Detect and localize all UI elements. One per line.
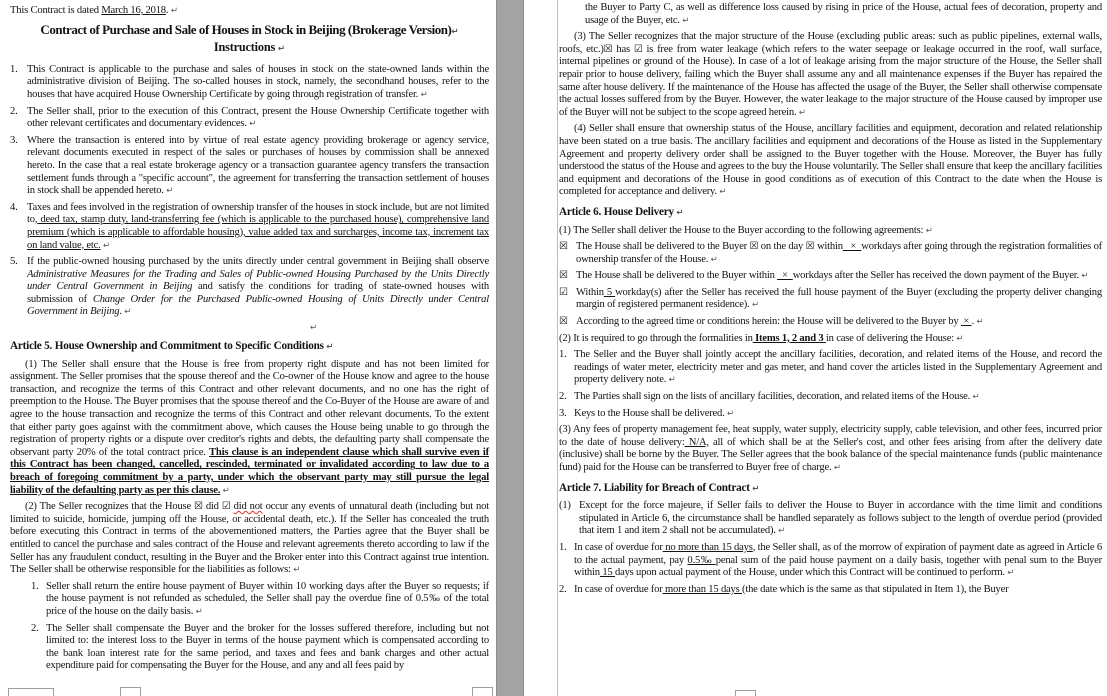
paragraph bbox=[559, 225, 1102, 238]
text-run: Article 5. House Ownership and Commitment to Specific Conditions bbox=[10, 340, 327, 353]
list-number: 4. bbox=[10, 201, 18, 213]
paragraph bbox=[559, 31, 1102, 119]
paragraph-text bbox=[559, 424, 1102, 474]
text-run: (2) It is required to go through the formalities in bbox=[559, 332, 753, 344]
text-run: The Seller and the Buyer shall jointly accept the ancillary facilities, decoration, and related items of the House, and record the readings of water meter, electricity meter and gas meter, and hand cover the articles listed in the Supplementary Agreement and property delivery note. bbox=[574, 349, 1102, 386]
paragraph-text bbox=[27, 106, 489, 131]
paragraph-mark: ↵ bbox=[166, 186, 174, 197]
text-run: March 16, 2018 bbox=[101, 5, 166, 16]
text-run: . bbox=[119, 306, 125, 318]
text-run: Article 6. House Delivery bbox=[559, 205, 677, 218]
list-item bbox=[559, 542, 1102, 580]
paragraph-mark: ↵ bbox=[778, 526, 786, 537]
paragraph-text bbox=[576, 287, 1102, 312]
list-number: 2. bbox=[10, 105, 18, 117]
text-run: The Parties shall sign on the lists of ancillary facilities, decoration, and related items of the House. bbox=[574, 391, 973, 403]
text-run: × bbox=[842, 241, 862, 253]
checkbox-item bbox=[559, 316, 1102, 329]
text-run: penal sum of the paid house payment on a daily basis, together with penal sum to the Buyer within bbox=[574, 554, 1102, 579]
list-number: 2. bbox=[559, 583, 567, 595]
text-run: workday(s) after the Seller has received the full house payment of the Buyer (excluding the property deliver changing margin of registered permanent residence). bbox=[576, 286, 1102, 311]
paragraph-text bbox=[579, 500, 1102, 538]
paragraph-mark: ↵ bbox=[249, 119, 257, 130]
text-run: within bbox=[814, 241, 843, 253]
text-run: Keys to the House shall be delivered. bbox=[574, 407, 728, 419]
paragraph-text bbox=[46, 581, 489, 619]
list-item bbox=[10, 135, 489, 198]
text-run: The Seller shall, prior to the execution of this Contract, present the House Ownership Certificate together with other relevant certificates and documentary evidences. bbox=[27, 105, 489, 130]
text-run: × bbox=[960, 316, 972, 328]
crop-mark bbox=[120, 687, 141, 696]
list-item bbox=[10, 64, 489, 102]
list-number: 2. bbox=[31, 622, 39, 634]
paragraph-mark: ↵ bbox=[976, 317, 984, 328]
paragraph-text bbox=[10, 359, 489, 498]
text-run: N/A, bbox=[684, 436, 709, 448]
text-boundary-line bbox=[557, 0, 558, 696]
paragraph-mark: ↵ bbox=[682, 15, 690, 26]
paragraph-mark: ↵ bbox=[170, 6, 178, 16]
text-run: occur any events of unnatural death (including but not limited to suicide, homicide, jumping off the House, or accidental death, etc.). If the Seller has concealed the truth before executing this Contract in terms of the abovementioned matters, the Parties agree that the Buyer shall be entitled to cancel the purchase and sales contract of the House and relevant agreements thereto according to law if the Seller has any fraudulent conduct, resulting in the Buyer and the Broker enter into this Contract against true intention. The Seller shall be otherwise responsible for the liabilities as follows: bbox=[10, 501, 489, 576]
text-run: has bbox=[612, 43, 634, 55]
text-run: on the day bbox=[758, 241, 806, 253]
paragraph-mark: ↵ bbox=[956, 333, 964, 344]
article-heading bbox=[10, 340, 489, 354]
checkbox-crossed-icon: ☒ bbox=[805, 241, 815, 253]
list-item bbox=[559, 584, 1102, 597]
checkbox-crossed-icon: ☒ bbox=[559, 241, 568, 253]
paragraph-text bbox=[574, 542, 1102, 580]
list-item bbox=[10, 106, 489, 131]
paragraph-mark: ↵ bbox=[727, 408, 735, 419]
text-run: Taxes and fees involved in the registration of ownership transfer of the houses in stock include, but are not limited to, bbox=[27, 201, 489, 226]
paragraph-text bbox=[10, 5, 489, 18]
list-number: 1. bbox=[559, 541, 567, 553]
text-run: (1) The Seller shall ensure that the House is free from property right dispute and has not been limited for assignment. The Seller promises that the spouse thereof and the Co-owner of the House know and agree to the house transaction, and recognize the terms of this Contract and other relevant documents, and no one has the right of preemption to the House. The Buyer promises that the spouse thereof and the Co-Buyer of the House are aware of and agree to the house transaction and recognize the terms of this Contract and other relevant documents. To the extent that either party goes against with the commitment above, which causes the House being unable to go through the registration of property rights or a dispute over creditor's rights and debts, the defaulting party shall compensate the observant party 20% of the total contract price. bbox=[10, 358, 489, 458]
text-run: Change Order for the Purchased Public-owned Housing of Units Directly under Central Government in Beijing bbox=[27, 293, 489, 318]
paragraph-text bbox=[559, 206, 1102, 220]
text-run: 15 bbox=[599, 567, 615, 579]
page-2 bbox=[523, 0, 1107, 696]
paragraph-text bbox=[10, 41, 489, 56]
list-item bbox=[559, 349, 1102, 387]
text-run: Seller shall return the entire house payment of Buyer within 10 working days after the Buyer so requests; if the house payment is not refunded as scheduled, the Seller shall pay the overdue fine of 0.5‰ of the total price of the house on the daily basis. bbox=[46, 580, 489, 617]
paragraph-mark: ↵ bbox=[752, 483, 760, 494]
text-run: workdays after going through the registration formalities of ownership transfer of the House. bbox=[576, 241, 1103, 265]
list-number: 5. bbox=[10, 256, 18, 268]
paragraph-text bbox=[574, 349, 1102, 387]
paragraph-mark: ↵ bbox=[222, 485, 230, 496]
paragraph-mark: ↵ bbox=[676, 207, 684, 218]
text-run: all of which shall be at the Seller's cost, and other fees arising from after the delivery date (inclusive) shall be borne by the Buyer. The Seller agrees that the book balance of the special maintenance funds (public maintenance fund) paid for the House can be transferred to Buyer free of charge. bbox=[559, 436, 1102, 473]
paragraph-text bbox=[576, 241, 1102, 266]
text-run: The House shall be delivered to the Buyer within bbox=[576, 270, 778, 282]
document-subtitle bbox=[10, 41, 489, 56]
text-run: . bbox=[165, 5, 171, 16]
paragraph bbox=[10, 359, 489, 498]
text-run: and satisfy the conditions for trading of state-owned houses with submission of bbox=[27, 281, 489, 305]
text-run: workdays after the Seller has received the down payment of the Buyer. bbox=[792, 270, 1082, 282]
article-heading bbox=[559, 482, 1102, 496]
paragraph-mark: ↵ bbox=[277, 44, 286, 55]
text-run: did bbox=[202, 501, 222, 513]
text-run: This Contract is applicable to the purchase and sales of houses in stock on the state-owned lands within the administrative division of Beijing. The so-called houses in stock, namely, the secondhand houses, refer to the houses that have acquired House Ownership Certificate by going through registration of transfer. bbox=[27, 63, 489, 100]
text-run: (2) The Seller recognizes that the House bbox=[25, 501, 195, 513]
paragraph-mark: ↵ bbox=[451, 26, 459, 37]
paragraph-mark: ↵ bbox=[719, 187, 727, 198]
paragraph-mark: ↵ bbox=[972, 392, 980, 403]
text-run: Where the transaction is entered into by virtue of real estate agency providing brokerage or agency service, relevant documents executed in respect of the sales or purchases of houses by commission shall be annexed hereto. In the case that a real estate brokerage agency or a transaction guarantee agency transfers the transaction settlement funds through a "specific account", the agreement for transferring the transaction settlement of houses in stock shall be appended hereto. bbox=[27, 134, 489, 197]
text-run: 0.5‰ bbox=[687, 554, 716, 566]
paragraph bbox=[10, 501, 489, 577]
text-run: is free from water leakage (which refers to the water seepage or leakage occurred in the roof, wall surface, internal pipelines or ground of the House). In case of a lot of leakage arising from the major structure of the House, the Seller shall repair prior to house delivery, failing which the Buyer shall assume any and all maintenance expenses if the Buyer has repaired the same after house delivery. If the maintenance of the House has affected the usage of the Buyer, the Seller shall otherwise compensate the actual losses suffered from by the Buyer. However, the water leakage to the major structure of the House caused by improper use of the Buyer will not be subject to the scope agreed herein. bbox=[559, 43, 1102, 118]
text-run: (1) The Seller shall deliver the House to the Buyer according to the following agreements: bbox=[559, 224, 926, 236]
sub-list-item bbox=[31, 581, 489, 619]
paragraph-text bbox=[27, 135, 489, 198]
paragraph-text bbox=[10, 340, 489, 354]
paragraph-text bbox=[559, 31, 1102, 119]
text-run: no more than 15 days bbox=[662, 541, 753, 553]
paragraph-mark: ↵ bbox=[668, 375, 676, 386]
checkbox-item bbox=[559, 241, 1102, 266]
text-run: Except for the force majeure, if Seller fails to deliver the House to Buyer in accordance with the time limit and conditions stipulated in Article 6, the circumstance shall be handled separately as follows subject to the length of overdue period (provided that item 1 and item 2 shall not be accumulated). bbox=[579, 500, 1102, 537]
spellcheck-squiggle-text: did not bbox=[233, 501, 263, 513]
paragraph-mark: ↵ bbox=[124, 307, 132, 318]
dateline bbox=[10, 5, 489, 18]
paragraph-text bbox=[46, 623, 489, 673]
checkbox-crossed-icon: ☒ bbox=[194, 501, 203, 513]
paragraph-text bbox=[27, 64, 489, 102]
crop-mark bbox=[735, 690, 756, 696]
text-run: in case of delivering the House: bbox=[825, 332, 957, 344]
paragraph-text bbox=[576, 270, 1102, 283]
list-item bbox=[559, 391, 1102, 404]
text-run: In case of overdue for bbox=[574, 541, 663, 553]
text-run: (3) The Seller recognizes that the major structure of the House (excluding public areas: such as public pipelines, external walls, roofs, etc.) bbox=[559, 31, 1102, 55]
text-run: 5 bbox=[603, 286, 616, 298]
list-number: 1. bbox=[31, 580, 39, 592]
paragraph-text bbox=[559, 333, 1102, 346]
text-run: (4) Seller shall ensure that ownership status of the House, ancillary facilities and equipment, decoration and related relationship have been stated on a true basis. The ancillary facilities and equipment and decorations of the House as listed in the Supplementary Agreement and property delivery order shall be assigned to the Buyer together with the House. Moreover, the Buyer has fully understood the status of the House and agrees to the buy the House voluntarily. The Seller shall ensure that keep the ancillary facilities and equipment and decorations of the House in good conditions as of execution of this Contract to the date when the House is completed for acceptance and delivery. bbox=[559, 123, 1102, 198]
text-run: This Contract is dated bbox=[10, 5, 102, 16]
text-run: Instructions bbox=[213, 40, 278, 55]
text-run: The House shall be delivered to the Buyer bbox=[576, 241, 750, 253]
text-run: Items 1, 2 and 3 bbox=[752, 332, 826, 344]
crop-mark bbox=[8, 688, 54, 696]
text-run: , the Seller shall, as of the morrow of expiration of payment date as agreed in Article 6 to the actual payment, pay bbox=[574, 541, 1103, 566]
checkbox-crossed-icon: ☒ bbox=[559, 316, 568, 328]
checkbox-checked-icon: ☑ bbox=[559, 286, 568, 298]
text-run: Within bbox=[576, 286, 604, 298]
text-run: The Seller shall compensate the Buyer and the broker for the losses suffered therefore, including but not limited to: the interest loss to the Buyer in terms of the house payment which is compensated according to the bank loan interest rate for the same period, and taxes and fees and bank charges and other actual expenditure paid for compensating the Buyer for the House, and any and all fees paid by bbox=[46, 622, 489, 672]
paragraph-text bbox=[574, 408, 1102, 421]
paragraph-text bbox=[10, 21, 489, 39]
paragraph-mark: ↵ bbox=[293, 565, 301, 576]
text-run: Administrative Measures for the Trading and Sales of Public-owned Housing Purchased by the Units Directly under Central Government in Beijing bbox=[27, 268, 489, 293]
list-number: 3. bbox=[559, 407, 567, 419]
paragraph bbox=[559, 333, 1102, 346]
paragraph-mark: ↵ bbox=[195, 606, 203, 617]
empty-paragraph bbox=[10, 323, 489, 333]
list-number: (1) bbox=[559, 500, 571, 512]
paragraph-mark: ↵ bbox=[751, 300, 760, 311]
paragraph-mark: ↵ bbox=[925, 225, 933, 236]
text-run: more than 15 days bbox=[662, 583, 743, 595]
checkbox-checked-icon: ☑ bbox=[221, 501, 231, 513]
text-run: Contract of Purchase and Sale of Houses in Stock in Beijing (Brokerage Version) bbox=[40, 21, 452, 37]
text-run: This clause is an independent clause which shall survive even if this Contract has been changed, cancelled, rescinded, terminated or invalidated according to law due to a breach of foregoing commitment by a party, under which the observant party may still pursue the legal liability of the defaulting party as per this clause. bbox=[10, 446, 489, 496]
continuation-paragraph bbox=[585, 2, 1102, 27]
paragraph-text bbox=[559, 225, 1102, 238]
paragraph-mark: ↵ bbox=[326, 342, 334, 353]
page-1 bbox=[0, 0, 497, 696]
list-item bbox=[10, 256, 489, 319]
article-heading bbox=[559, 206, 1102, 220]
text-run: the Buyer to Party C, as well as difference loss caused by rising in price of the House, actual fees of decoration, property and usage of the Buyer, etc. bbox=[585, 2, 1102, 26]
text-run: Article 7. Liability for Breach of Contract bbox=[559, 481, 753, 494]
paragraph-mark: ↵ bbox=[798, 107, 807, 118]
paragraph-mark: ↵ bbox=[420, 89, 428, 100]
text-run: days upon actual payment of the House, under which this Contract will be continued to perform. bbox=[614, 567, 1008, 579]
text-run: In case of overdue for bbox=[574, 583, 663, 595]
paragraph-mark: ↵ bbox=[310, 323, 318, 334]
text-run: (the date which is the same as that stipulated in Item 1), the Buyer bbox=[742, 583, 1009, 595]
list-number: 1. bbox=[10, 63, 18, 75]
paragraph bbox=[559, 123, 1102, 199]
list-item bbox=[559, 408, 1102, 421]
list-number: 2. bbox=[559, 391, 567, 403]
paragraph-mark: ↵ bbox=[1081, 271, 1089, 282]
checkbox-crossed-icon: ☒ bbox=[559, 270, 568, 282]
paragraph-text bbox=[10, 323, 489, 333]
paragraph-text bbox=[574, 584, 1102, 597]
list-item bbox=[10, 202, 489, 252]
paragraph-text bbox=[574, 391, 1102, 404]
text-run: × bbox=[777, 270, 793, 282]
hanging-paragraph bbox=[559, 500, 1102, 538]
text-run: . bbox=[971, 316, 977, 328]
crop-mark bbox=[472, 687, 493, 696]
paragraph-mark: ↵ bbox=[1007, 568, 1015, 579]
paragraph-text bbox=[27, 256, 489, 319]
document-title bbox=[10, 21, 489, 39]
checkbox-item bbox=[559, 287, 1102, 312]
text-run: According to the agreed time or conditions herein: the House will be delivered to the Buyer by bbox=[576, 316, 961, 328]
paragraph-text bbox=[585, 2, 1102, 27]
list-number: 1. bbox=[559, 349, 567, 361]
paragraph-text bbox=[27, 202, 489, 252]
checkbox-checked-icon: ☑ bbox=[633, 43, 643, 55]
paragraph-text bbox=[10, 501, 489, 577]
paragraph-mark: ↵ bbox=[833, 463, 841, 473]
text-run: (3) Any fees of property management fee, heat supply, water supply, electricity supply, cable television, and other fees, incurred prior to the date of house delivery: bbox=[559, 424, 1102, 448]
text-run: deed tax, stamp duty, land-transferring fee (which is applicable to the purchased house), comprehensive land premium (which is applicable to affordable housing), value added tax and surcharges, income tax, increment tax on land value, etc. bbox=[27, 214, 489, 251]
sub-list-item bbox=[31, 623, 489, 673]
text-run: If the public-owned housing purchased by the units directly under central government in Beijing shall observe bbox=[27, 256, 489, 268]
paragraph bbox=[559, 424, 1102, 474]
paragraph-mark: ↵ bbox=[710, 254, 718, 265]
paragraph-mark: ↵ bbox=[103, 240, 111, 251]
paragraph-text bbox=[559, 123, 1102, 199]
checkbox-crossed-icon: ☒ bbox=[749, 241, 759, 253]
checkbox-crossed-icon: ☒ bbox=[603, 43, 613, 55]
list-number: 3. bbox=[10, 134, 18, 146]
paragraph-text bbox=[576, 316, 1102, 329]
paragraph-text bbox=[559, 482, 1102, 496]
checkbox-item bbox=[559, 270, 1102, 283]
